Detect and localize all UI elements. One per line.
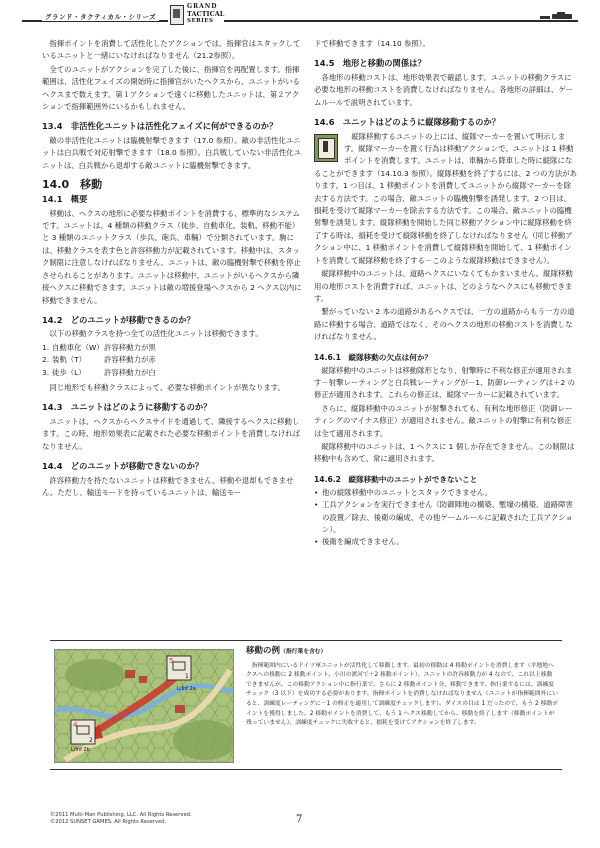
copyright-line: ©2012 SUNSET GAMES. All Rights Reserved. bbox=[50, 819, 167, 825]
section-heading-14-1: 14.1 概要 bbox=[42, 194, 88, 205]
tank-silhouette-icon bbox=[540, 12, 574, 20]
paragraph: さらに、縦隊移動中のユニットが射撃されても、有利な地形修正（防御レーティングのマイナス修正）が適用されません。敵ユニットの射撃に有利な修正は全て適用されます。 bbox=[314, 403, 573, 438]
example-title bbox=[246, 647, 558, 658]
list-item bbox=[42, 367, 306, 379]
section-heading-14-5: 14.5 地形と移動の関係は？ bbox=[314, 58, 426, 69]
paragraph: ユニットは、ヘクスからヘクスサイドを通過して、隣接するヘクスに移動します。この時、地形効果表に記載された必要な移動ポイントを消費しなければなりません。 bbox=[42, 416, 301, 451]
item-class: 装軌（T） bbox=[52, 355, 87, 365]
item-value: 許容移動力が赤 bbox=[104, 355, 156, 365]
counter-value: 4 bbox=[73, 721, 78, 729]
section-heading-14-6: 14.6 ユニットはどのように縦隊移動するのか？ bbox=[314, 117, 501, 128]
list-item bbox=[42, 354, 306, 366]
copyright-footer bbox=[50, 812, 192, 826]
paragraph: 縦隊移動中のユニットは、道路ヘクスにいなくてもかまいません。縦隊移動用の地形コストを消費すれば、ユニットは、どのようなヘクスにも移動できます。 bbox=[314, 269, 573, 303]
item-number: 2. bbox=[42, 355, 50, 365]
page-number: 7 bbox=[296, 814, 303, 825]
right-column bbox=[314, 38, 578, 549]
paragraph: 敵の非活性化ユニットは臨機射撃できます（17.0 参照）。敵の非活性化ユニットは白兵戦で対応射撃できます（18.0 参照）。白兵戦していない非活性化ユニットは、白兵戦から退却する敵ユニットに臨機射撃できます。 bbox=[42, 135, 301, 170]
unit-counter bbox=[71, 720, 95, 744]
counter-value: 1 bbox=[185, 673, 189, 680]
paragraph: 縦隊移動するユニットの上には、縦隊マーカーを置いて明示します。縦隊マーカーを置く行為は移動アクションで、ユニットは 1 移動ポイントを消費します。ユニットは、車輛から降車した時に縦隊になることができます（14.10.3 参照）。縦隊移動を終了するには、2 つの方法があります。1 つ目は、1 移動ポイントを消費してユニットから縦隊マーカーを除去する方法です。この場合、敵ユニットの臨機射撃を誘発します。2 つ目は、損耗を受けて縦隊マーカーを除去する方法です。この場合、敵ユニットの臨機射撃を誘発します。縦隊移動を開始した同じ移動アクション中に縦隊移動を終了する時は、損耗を受けて縦隊移動を終了しなければなりません（同じ移動アクション中に、1 移動ポイントを消費して縦隊移動を開始して、1 移動ポイントを消費して縦隊移動を終了する－このような縦隊移動はできません）。 bbox=[314, 131, 578, 265]
example-subtitle: （指行業を含む） bbox=[280, 649, 327, 655]
list-item: • 工兵アクションを実行できません（防御陣地の構築、塹壕の構築、道路障害の設置／除去、後衛の編成、その他ゲームルールに記載された工兵アクション）。 bbox=[314, 499, 578, 536]
paragraph: 各地形の移動コストは、地形効果表で確認します。ユニットの移動クラスに必要な地形の移動コストを消費しなければなりません。各地形の詳細は、ゲームルールで説明されています。 bbox=[314, 72, 574, 107]
list-item: • 他の縦隊移動中のユニットとスタックできません。 bbox=[314, 487, 578, 499]
item-value: 許容移動力が黒 bbox=[104, 342, 156, 352]
paragraph: 指揮ポイントを消費して活性化したアクションでは、指揮官はスタックしているユニットと一緒にいなければなりません（21.2参照）。 bbox=[42, 39, 301, 61]
list-item: • 後衛を編成できません。 bbox=[314, 536, 578, 548]
item-class: 自動車化（W） bbox=[52, 342, 104, 352]
paragraph: 移動は、ヘクスの地形に必要な移動ポイントを消費する、標準的なシステムです。ユニットは、4 種類の移動クラス（徒歩、自動車化、装軌、移動不能）と 3 種類のユニットクラス（歩兵、砲兵、車輛）で分類されています。駒には、移動クラスを表す色と許容移動力が記載されています。移動中は、スタック制限に注意しなければなりません。ユニットは、敵の臨機射撃で移動を停止させられることがあります。ユニットは移動中、ユニットがいるヘクスから隣接ヘクスに移動できます。ユニットは敵の増援登場ヘクスから 2 ヘクス以内に移動できません。 bbox=[42, 208, 302, 305]
logo-line3: SERIES bbox=[187, 18, 214, 24]
list-item bbox=[42, 342, 306, 354]
paragraph: 同じ地形でも移動クラスによって、必要な移動ポイントが異なります。 bbox=[49, 383, 285, 393]
section-heading-14-4: 14.4 どのユニットが移動できないのか？ bbox=[42, 461, 204, 472]
series-title: グランド・タクティカル・シリーズ bbox=[42, 12, 159, 21]
page-header bbox=[0, 0, 600, 30]
example-map-svg bbox=[55, 650, 234, 763]
example-text bbox=[246, 647, 558, 729]
section-heading-14-3: 14.3 ユニットはどのように移動するのか？ bbox=[42, 402, 212, 413]
unit-counter bbox=[167, 656, 191, 680]
counter-value: 5 bbox=[169, 657, 174, 665]
paragraph: 繋がっていない 2 本の道路があるヘクスでは、一方の道路からもう一方の道路に移動する場合、道路ではなく、そのヘクスの地形の移動コストを消費しなければなりません。 bbox=[314, 307, 575, 342]
movement-class-list bbox=[42, 342, 306, 379]
restriction-list bbox=[314, 487, 578, 549]
left-column bbox=[42, 38, 306, 500]
copyright-line: ©2011 Multi-Man Publishing, LLC. All Rights Reserved. bbox=[50, 812, 192, 818]
paragraph: ドで移動できます（14.10 参照）。 bbox=[314, 39, 430, 48]
section-heading-14-0: 14.0 移動 bbox=[42, 178, 103, 192]
logo-line2: TACTICAL bbox=[187, 10, 225, 18]
section-heading-13-4: 13.4 非活性化ユニットは活性化フェイズに何ができるのか？ bbox=[42, 121, 278, 132]
movement-example-box bbox=[50, 640, 562, 770]
series-logo bbox=[168, 1, 224, 27]
example-title-main: 移動の例 bbox=[246, 646, 281, 656]
paragraph: 縦隊移動中のユニットは、1 ヘクスに 1 個しか存在できません。この制限は移動中も含めて、常に適用されます。 bbox=[314, 441, 575, 464]
column-marker-counter-icon bbox=[314, 134, 338, 162]
item-number: 1. bbox=[42, 342, 50, 352]
item-value: 許容移動力が白 bbox=[104, 367, 156, 377]
section-heading-14-6-2: 14.6.2 縦隊移動中のユニットができないこと bbox=[314, 474, 478, 484]
logo-emblem-icon bbox=[170, 5, 184, 25]
paragraph: 以下の移動クラスを持つ全ての活性化ユニットは移動できます。 bbox=[49, 329, 263, 339]
map-label: L/Inf 2a bbox=[177, 686, 196, 692]
paragraph: 縦隊移動中のユニットは移動隊形となり、射撃時に不利な修正が適用されます－射撃レーティングと白兵戦レーティングが－1、防御レーティングは＋2 の修正が適用されます。これらの修正は、縦隊マーカーに記載されています。 bbox=[314, 365, 575, 400]
item-number: 3. bbox=[42, 367, 50, 377]
paragraph: 許容移動力を持たないユニットは移動できません。移動や退却もできません。ただし、輸送モードを持っているユニットは、輸送モー bbox=[42, 475, 294, 498]
section-heading-14-2: 14.2 どのユニットが移動できるのか？ bbox=[42, 314, 195, 325]
logo-line1: GRAND bbox=[187, 3, 218, 10]
item-class: 徒歩（L） bbox=[52, 367, 86, 377]
example-map-illustration bbox=[54, 649, 234, 763]
example-paragraph: 指揮範囲内にいるドイツ軍ユニットが活性化して移動します。最初の移動は 4 移動ポイントを消費します（平地地ヘクスへの移動に 2 移動ポイント、小川の渡河で＋2 移動ポイント）。ユニットの許容移動力が 4 なので、これ以上移動できませんが、この移動アクション中に指行業で、さらに 2 移動ポイント分、移動できます。指行業するには、訓練度チェック（3 以下）を成功する必要があります。指揮ポイントを消費しなければなりません（ユニットが指揮範囲外にいると、訓練度レーティングに－1 の修正を適用して訓練度チェックします）。ダイスの目は 1 だったので、もう 2 移動ポイントを獲得しました。2 移動ポイントを消費して、もう 1 ヘクス移動してから、移動を終了します（移動ポイントが残っていません）。訓練度チェックに失敗すると、損耗を受けてアクションを終了します。 bbox=[246, 662, 558, 727]
map-label: L/Inf 2b bbox=[71, 747, 90, 753]
paragraph: 全てのユニットがアクションを完了した後に、指揮官を再配置します。指揮範囲は、活性化フェイズの開始時に指揮官がいたヘクスから、ユニットがいるヘクスまで数えます。第１アクションで遠くに移動したユニットは、第２アクションで指揮範囲外にいるかもしれません。 bbox=[42, 64, 300, 112]
section-heading-14-6-1: 14.6.1 縦隊移動の欠点は何か？ bbox=[314, 352, 433, 362]
counter-value: 2 bbox=[89, 737, 93, 744]
